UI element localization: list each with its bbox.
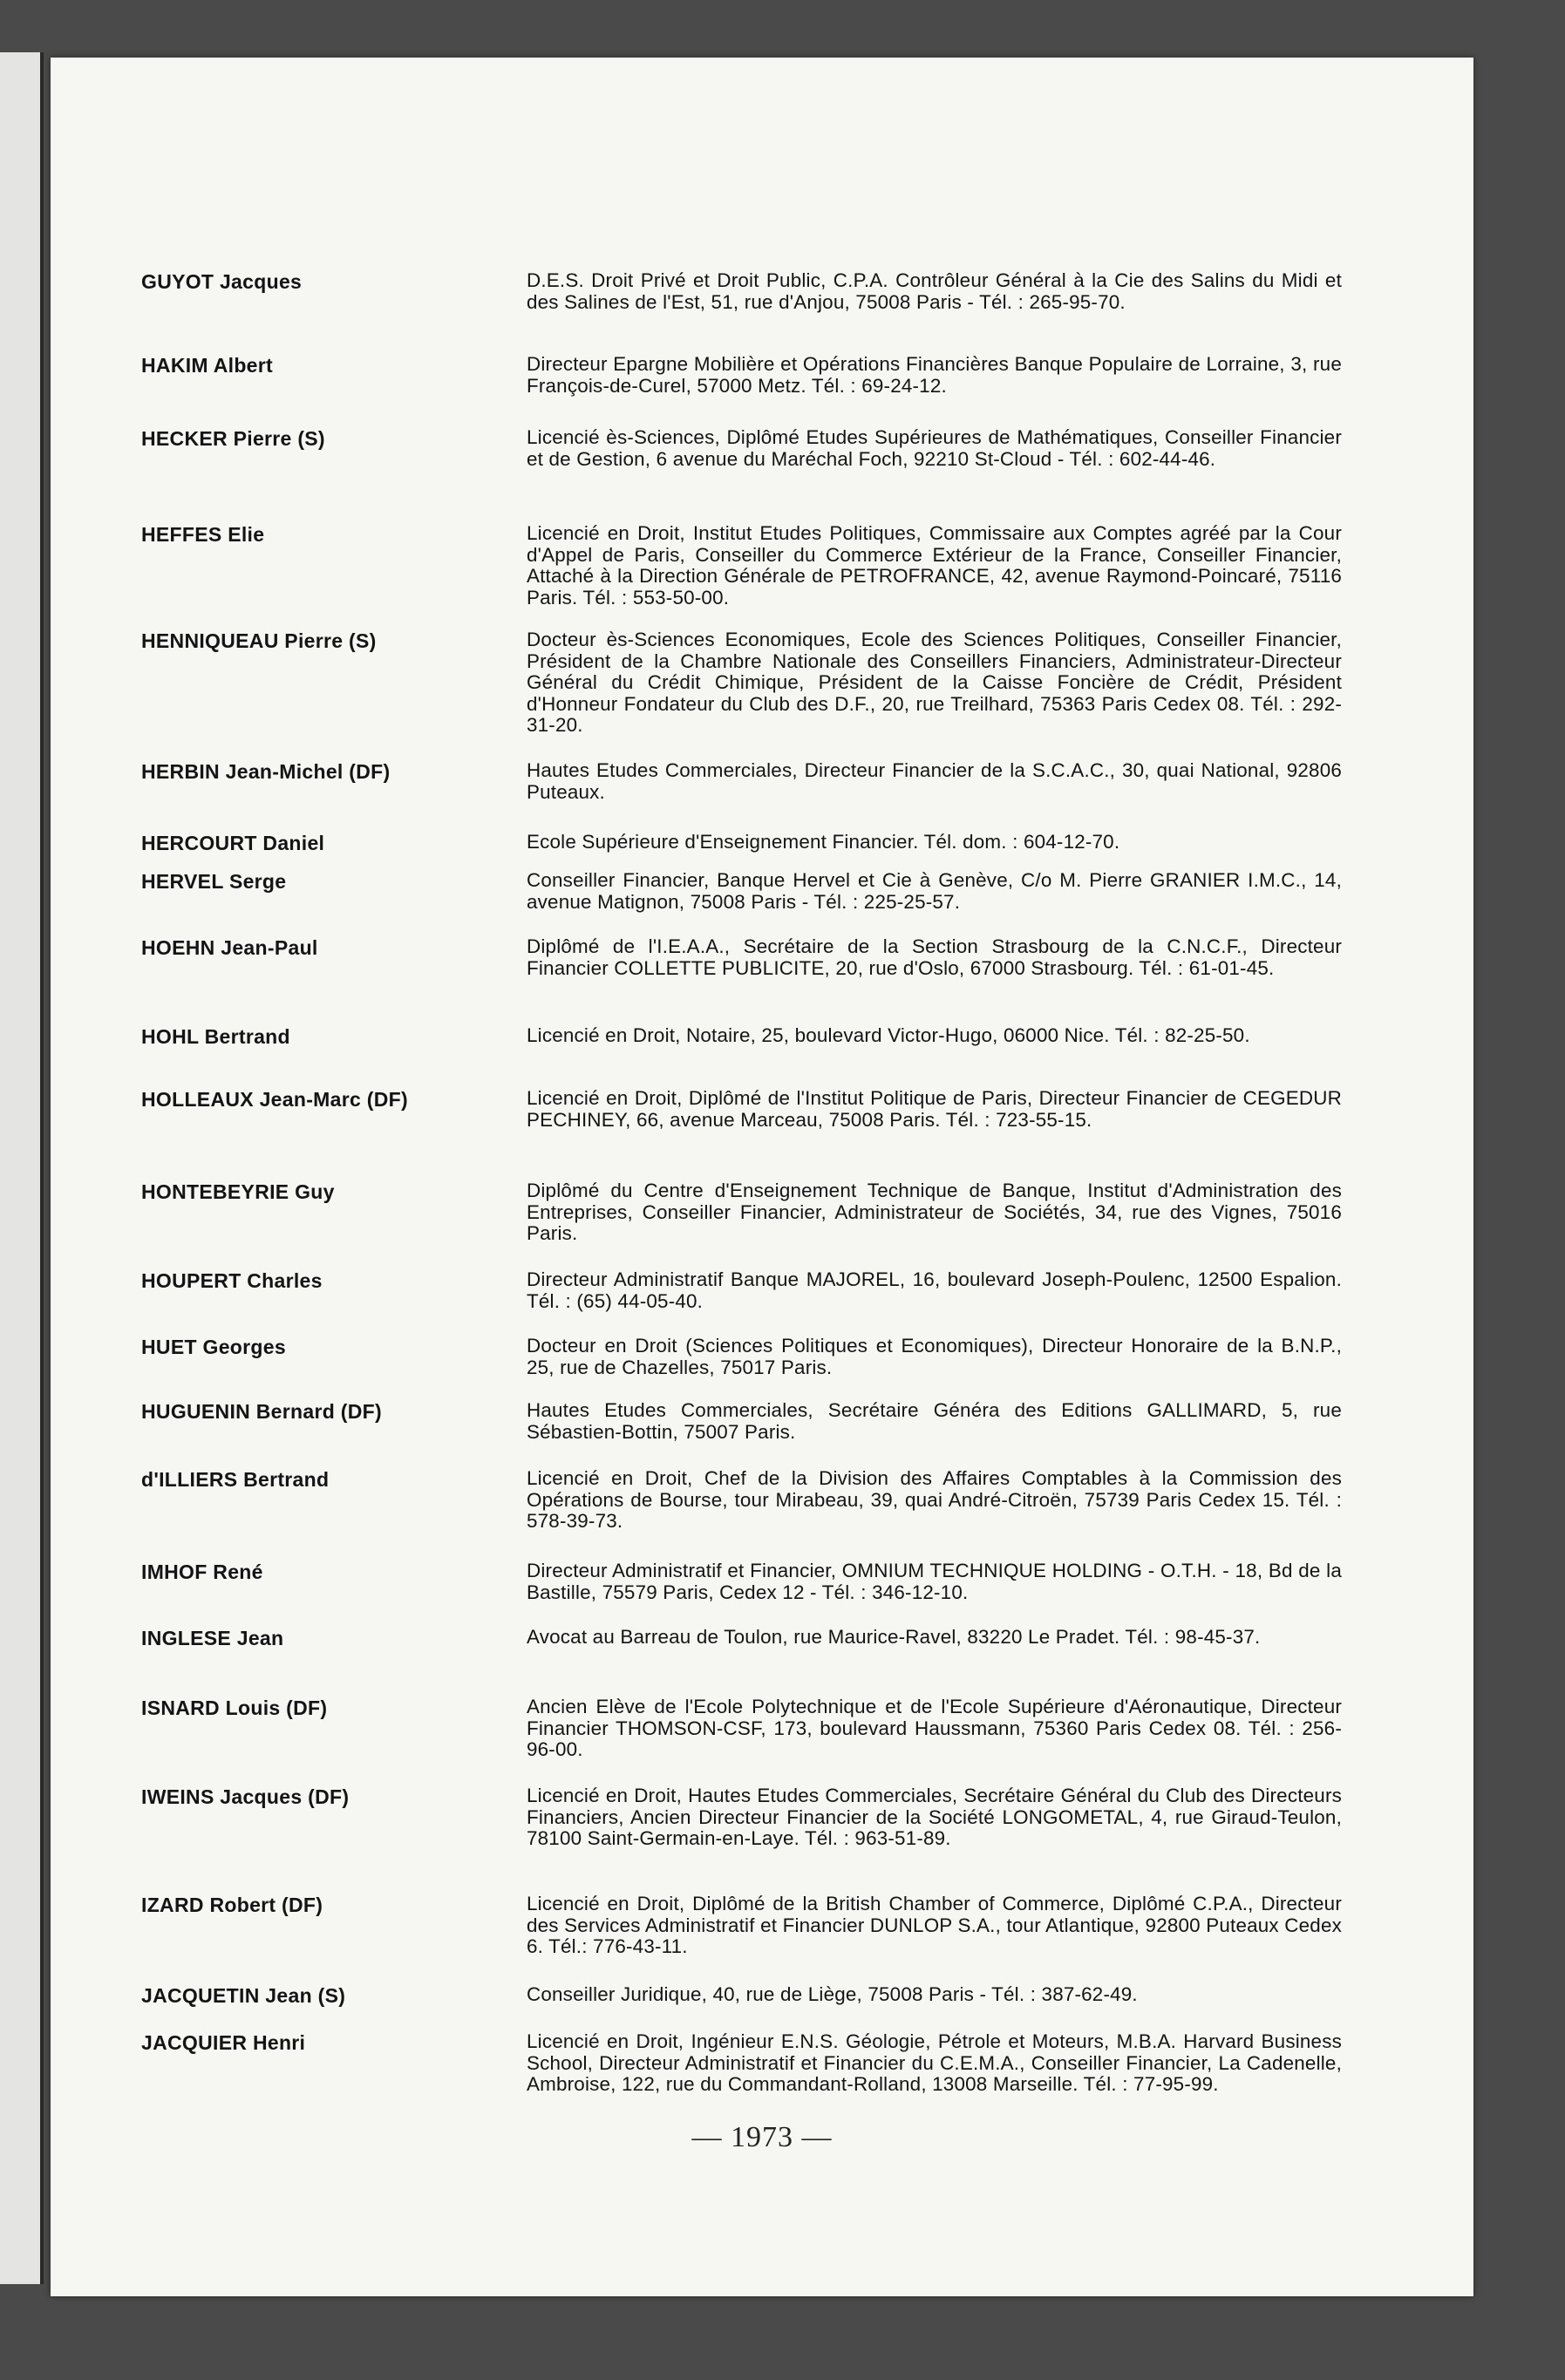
entry-description: D.E.S. Droit Privé et Droit Public, C.P.A. Contrôleur Général à la Cie des Salins du Midi et des Salines de l'Est, 51, rue d'Anjou, 75008 Paris - Tél. : 265-95-70. (527, 269, 1342, 313)
entry-name: HECKER Pierre (S) (141, 427, 325, 450)
entry-description: Diplômé du Centre d'Enseignement Technique de Banque, Institut d'Administration des Entreprises, Conseiller Financier, Administrateur de Sociétés, 34, rue des Vignes, 75016 Paris. (527, 1180, 1342, 1244)
entry-description: Avocat au Barreau de Toulon, rue Maurice-Ravel, 83220 Le Pradet. Tél. : 98-45-37. (527, 1626, 1261, 1648)
entry-name: JACQUETIN Jean (S) (141, 1984, 346, 2007)
entry-name: HERBIN Jean-Michel (DF) (141, 760, 391, 783)
entry-name: HONTEBEYRIE Guy (141, 1180, 335, 1203)
entry-description: Docteur en Droit (Sciences Politiques et Economiques), Directeur Honoraire de la B.N.P., 25, rue de Chazelles, 75017 Paris. (527, 1335, 1342, 1378)
entry-description: Licencié ès-Sciences, Diplômé Etudes Supérieures de Mathématiques, Conseiller Financier et de Gestion, 6 avenue du Maréchal Foch, 92210 St-Cloud - Tél. : 602-44-46. (527, 426, 1342, 470)
entry-name: JACQUIER Henri (141, 2031, 306, 2054)
entry-description: Hautes Etudes Commerciales, Directeur Financier de la S.C.A.C., 30, quai National, 92806 Puteaux. (527, 759, 1342, 803)
entry-description: Licencié en Droit, Diplômé de l'Institut Politique de Paris, Directeur Financier de CEGEDUR PECHINEY, 66, avenue Marceau, 75008 Paris. Tél. : 723-55-15. (527, 1087, 1342, 1131)
entry-description: Licencié en Droit, Diplômé de la British Chamber of Commerce, Diplômé C.P.A., Directeur des Services Administratif et Financier DUNLOP S.A., tour Atlantique, 92800 Puteaux Cedex 6. Tél.: 776-43-11. (527, 1893, 1342, 1957)
entry-description: Directeur Administratif et Financier, OMNIUM TECHNIQUE HOLDING - O.T.H. - 18, Bd de la Bastille, 75579 Paris, Cedex 12 - Tél. : 346-12-10. (527, 1560, 1342, 1603)
entry-name: HUET Georges (141, 1336, 286, 1358)
entry-name: INGLESE Jean (141, 1627, 284, 1649)
page-number: — 1973 — (691, 2121, 833, 2153)
entry-name: HUGUENIN Bernard (DF) (141, 1400, 382, 1423)
entry-name: HERCOURT Daniel (141, 832, 325, 854)
entry-name: HENNIQUEAU Pierre (S) (141, 629, 377, 652)
entry-name: HEFFES Elie (141, 523, 265, 546)
entry-name: d'ILLIERS Bertrand (141, 1468, 330, 1491)
directory-page (51, 58, 1473, 2296)
entry-name: IMHOF René (141, 1561, 263, 1583)
entry-name: HERVEL Serge (141, 870, 287, 893)
entry-name: IWEINS Jacques (DF) (141, 1785, 350, 1808)
entry-name: HOHL Bertrand (141, 1025, 290, 1048)
entry-description: Hautes Etudes Commerciales, Secrétaire Généra des Editions GALLIMARD, 5, rue Sébastien-Bottin, 75007 Paris. (527, 1399, 1342, 1443)
entry-name: ISNARD Louis (DF) (141, 1697, 328, 1719)
entry-description: Conseiller Juridique, 40, rue de Liège, 75008 Paris - Tél. : 387-62-49. (527, 1983, 1138, 2005)
entry-name: HOLLEAUX Jean-Marc (DF) (141, 1088, 408, 1111)
entry-description: Directeur Epargne Mobilière et Opérations Financières Banque Populaire de Lorraine, 3, rue François-de-Curel, 57000 Metz. Tél. : 69-24-12. (527, 353, 1342, 397)
entry-description: Ecole Supérieure d'Enseignement Financier. Tél. dom. : 604-12-70. (527, 831, 1120, 853)
entry-name: HOEHN Jean-Paul (141, 936, 318, 959)
entry-name: IZARD Robert (DF) (141, 1894, 323, 1916)
entry-name: HOUPERT Charles (141, 1269, 323, 1292)
facing-page-edge (0, 52, 44, 2284)
entry-description: Ancien Elève de l'Ecole Polytechnique et de l'Ecole Supérieure d'Aéronautique, Directeur Financier THOMSON-CSF, 173, boulevard Haussmann, 75360 Paris Cedex 08. Tél. : 256-96-00. (527, 1696, 1342, 1760)
entry-description: Directeur Administratif Banque MAJOREL, 16, boulevard Joseph-Poulenc, 12500 Espalion. Tél. : (65) 44-05-40. (527, 1268, 1342, 1312)
entry-name: HAKIM Albert (141, 354, 273, 377)
entry-description: Licencié en Droit, Chef de la Division des Affaires Comptables à la Commission des Opérations de Bourse, tour Mirabeau, 39, quai André-Citroën, 75739 Paris Cedex 15. Tél. : 578-39-73. (527, 1467, 1342, 1532)
entry-description: Licencié en Droit, Ingénieur E.N.S. Géologie, Pétrole et Moteurs, M.B.A. Harvard Business School, Directeur Administratif et Financier du C.E.M.A., Conseiller Financier, La Cadenelle, Ambroise, 122, rue du Commandant-Rolland, 13008 Marseille. Tél. : 77-95-99. (527, 2030, 1342, 2095)
entry-description: Licencié en Droit, Institut Etudes Politiques, Commissaire aux Comptes agréé par la Cour d'Appel de Paris, Conseiller du Commerce Extérieur de la France, Conseiller Financier, Attaché à la Direction Générale de PETROFRANCE, 42, avenue Raymond-Poincaré, 75116 Paris. Tél. : 553-50-00. (527, 522, 1342, 609)
entry-description: Conseiller Financier, Banque Hervel et Cie à Genève, C/o M. Pierre GRANIER I.M.C., 14, avenue Matignon, 75008 Paris - Tél. : 225-25-57. (527, 869, 1342, 913)
entry-description: Diplômé de l'I.E.A.A., Secrétaire de la Section Strasbourg de la C.N.C.F., Directeur Financier COLLETTE PUBLICITE, 20, rue d'Oslo, 67000 Strasbourg. Tél. : 61-01-45. (527, 935, 1342, 979)
entry-description: Docteur ès-Sciences Economiques, Ecole des Sciences Politiques, Conseiller Financier, Président de la Chambre Nationale des Conseillers Financiers, Administrateur-Directeur Général du Crédit Chimique, Président de la Caisse Foncière de Crédit, Président d'Honneur Fondateur du Club des D.F., 20, rue Treilhard, 75363 Paris Cedex 08. Tél. : 292-31-20. (527, 629, 1342, 736)
entry-name: GUYOT Jacques (141, 270, 303, 293)
entry-description: Licencié en Droit, Notaire, 25, boulevard Victor-Hugo, 06000 Nice. Tél. : 82-25-50. (527, 1024, 1250, 1046)
entry-description: Licencié en Droit, Hautes Etudes Commerciales, Secrétaire Général du Club des Directeurs Financiers, Ancien Directeur Financier de la Société LONGOMETAL, 4, rue Giraud-Teulon, 78100 Saint-Germain-en-Laye. Tél. : 963-51-89. (527, 1785, 1342, 1849)
